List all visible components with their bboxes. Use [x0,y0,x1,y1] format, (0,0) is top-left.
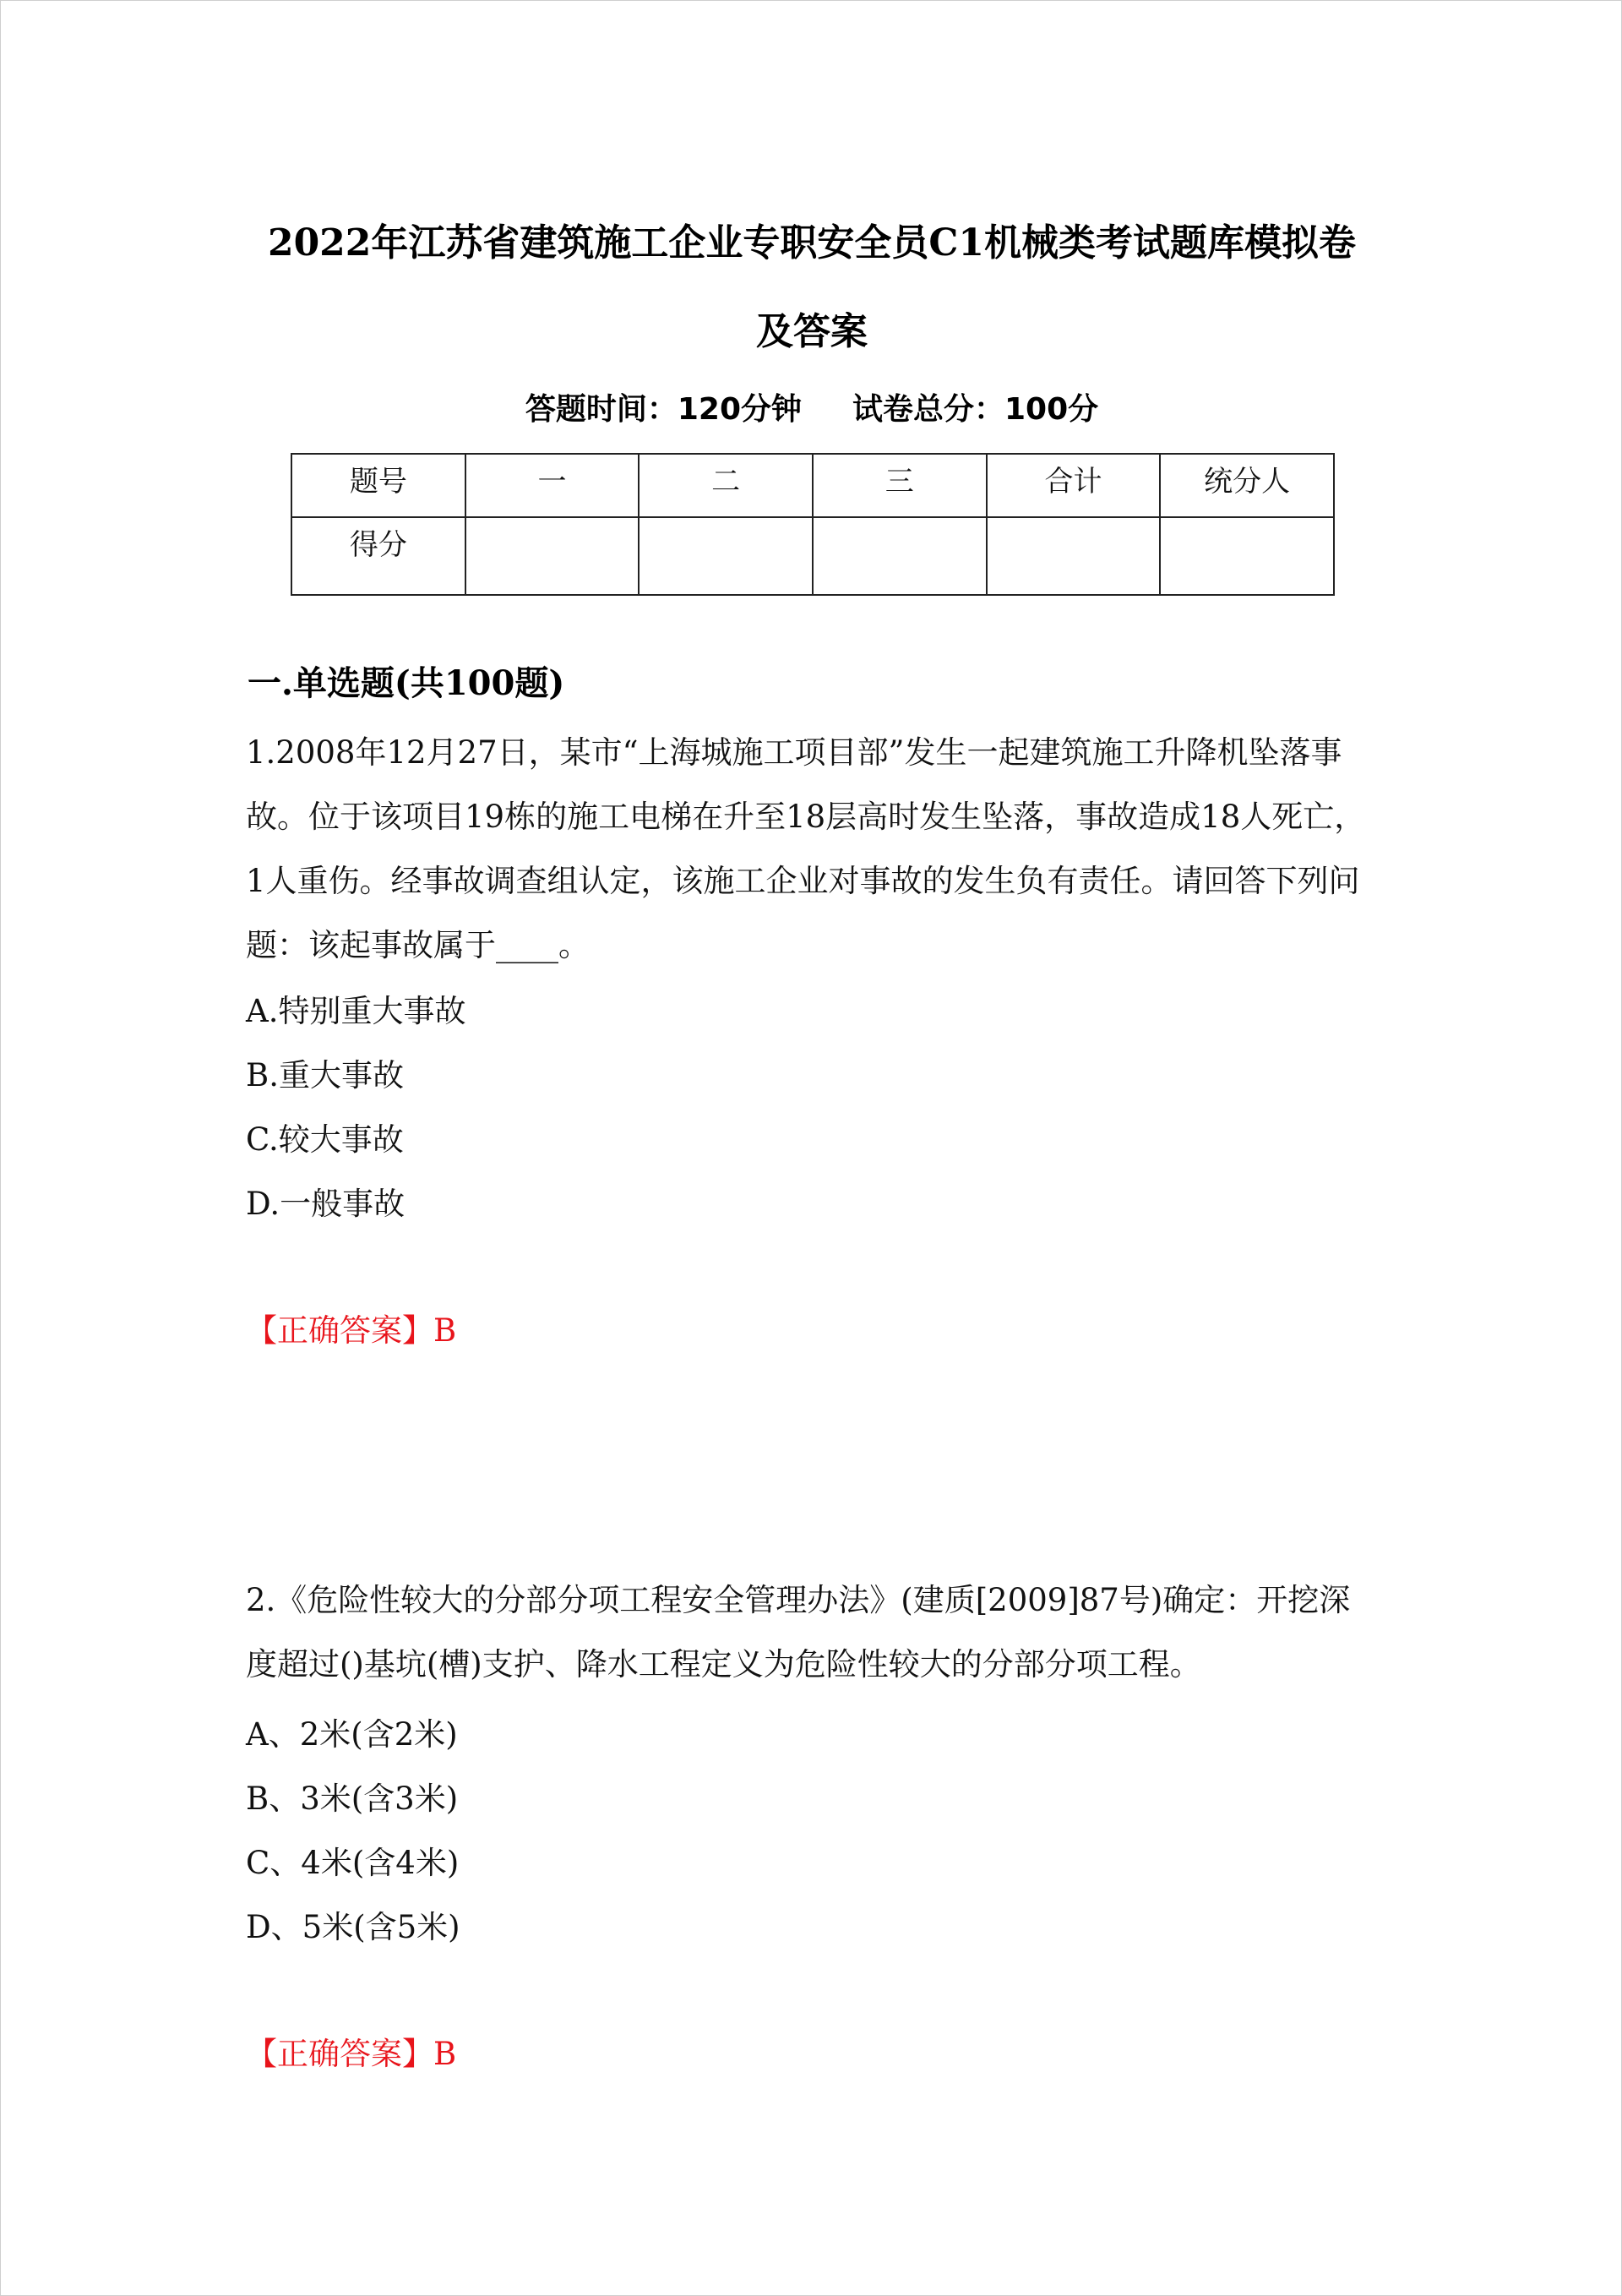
document-title-line-2: 及答案 [756,310,868,353]
exam-meta [195,385,1429,428]
score-table-header-row [291,454,1334,517]
score-table-cell: 统分人 [1160,454,1334,517]
exam-time: 答题时间：120分钟 [525,392,802,427]
score-table [291,453,1335,596]
section-title: 一.单选题(共100题) [248,663,565,703]
score-table-cell [1160,517,1334,595]
score-table-cell: 得分 [291,517,465,595]
question-1-option-d: D.一般事故 [246,1186,406,1222]
question-1-option-c: C.较大事故 [246,1121,404,1158]
question-2-option-a: A、2米(含2米) [246,1716,458,1753]
score-table-cell [813,517,987,595]
question-2-option-d: D、5米(含5米) [246,1909,460,1945]
score-table-cell: 三 [813,454,987,517]
score-table-cell: 题号 [291,454,465,517]
score-table-score-row [291,517,1334,595]
score-table-cell [987,517,1161,595]
question-1-option-a: A.特别重大事故 [246,993,466,1029]
document-title-line-1: 2022年江苏省建筑施工企业专职安全员C1机械类考试题库模拟卷 [267,221,1357,265]
score-table-cell [639,517,813,595]
question-1-text: 1.2008年12月27日，某市“上海城施工项目部”发生一起建筑施工升降机坠落事故。位于该项目19栋的施工电梯在升至18层高时发生坠落，事故造成18人死亡，1人重伤。经事故调查组认定，该施工企业对事故的发生负有责任。请回答下列问题：该起事故属于____。 [246,734,1366,963]
question-1-option-b: B.重大事故 [246,1057,404,1093]
question-2-text: 2.《危险性较大的分部分项工程安全管理办法》(建质[2009]87号)确定：开挖深度超过()基坑(槽)支护、降水工程定义为危险性较大的分部分项工程。 [246,1582,1351,1682]
question-1-answer: 【正确答案】B [246,1312,457,1349]
score-table-cell [465,517,640,595]
question-2-option-b: B、3米(含3米) [246,1781,459,1817]
score-table-cell: 一 [465,454,640,517]
score-table-cell: 二 [639,454,813,517]
question-2-option-c: C、4米(含4米) [246,1845,460,1881]
question-2-answer: 【正确答案】B [246,2036,457,2072]
total-score: 试卷总分：100分 [852,392,1099,427]
score-table-cell: 合计 [987,454,1161,517]
